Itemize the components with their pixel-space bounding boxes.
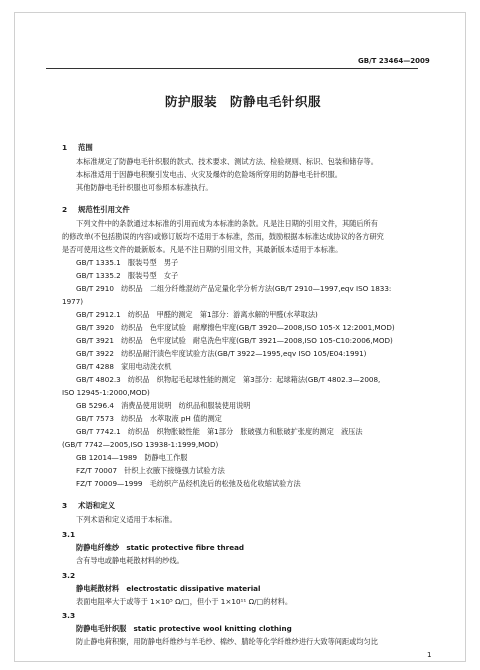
reference-item: GB/T 3922 纺织品耐汗渍色牢度试验方法(GB/T 3922—1995,eqv ISO 105/E04:1991)	[76, 349, 367, 358]
reference-item: GB/T 2912.1 纺织品 甲醛的测定 第1部分：游离水解的甲醛(水萃取法)	[76, 310, 318, 319]
header-rule	[46, 68, 418, 69]
reference-item: GB/T 1335.1 服装号型 男子	[76, 258, 179, 267]
reference-item: GB/T 3921 纺织品 色牢度试验 耐皂洗色牢度(GB/T 3921—2008,ISO 105-C10:2006,MOD)	[76, 336, 393, 345]
section-2-heading: 规范性引用文件	[78, 205, 130, 214]
reference-item: GB/T 3920 纺织品 色牢度试验 耐摩擦色牢度(GB/T 3920—2008,ISO 105-X 12:2001,MOD)	[76, 323, 395, 332]
refs-intro-line: 下列文件中的条款通过本标准的引用而成为本标准的条款。凡是注日期的引用文件，其随后所有	[76, 219, 378, 228]
reference-item-continued: 1977)	[62, 297, 84, 306]
document-title: 防护服装 防静电毛针织服	[165, 94, 322, 109]
term-name: 静电耗散材料 electrostatic dissipative material	[76, 584, 261, 593]
reference-item: GB 12014—1989 防静电工作服	[76, 453, 188, 462]
refs-intro-line: 的修改单(不包括勘误的内容)或修订版均不适用于本标准，然而，鼓励根据本标准达成协议的各方研究	[62, 232, 384, 241]
term-definition: 表面电阻率大于或等于 1×10⁵ Ω/□，但小于 1×10¹¹ Ω/□的材料。	[76, 597, 293, 606]
reference-item: GB 5296.4 消费品使用说明 纺织品和服装使用说明	[76, 401, 251, 410]
refs-intro-line: 是否可使用这些文件的最新版本。凡是不注日期的引用文件，其最新版本适用于本标准。	[62, 245, 343, 254]
section-3-number: 3	[62, 501, 68, 510]
reference-item-continued: ISO 12945-1:2000,MOD)	[62, 388, 150, 397]
scope-line: 本标准规定了防静电毛针织服的款式、技术要求、测试方法、检验规则、标识、包装和储存等。	[76, 157, 378, 166]
reference-item: GB/T 1335.2 服装号型 女子	[76, 271, 179, 280]
page-number: 1	[427, 650, 432, 659]
term-definition: 防止静电荷积聚，用防静电纤维纱与羊毛纱、棉纱、腈纶等化学纤维纱进行大致等间距或均匀比	[76, 637, 378, 646]
reference-item-continued: (GB/T 7742—2005,ISO 13938-1:1999,MOD)	[62, 440, 219, 449]
reference-item: FZ/T 70007 针织上衣腋下接缝强力试验方法	[76, 466, 225, 475]
standard-code: GB/T 23464—2009	[358, 57, 430, 65]
term-name: 防静电纤维纱 static protective fibre thread	[76, 543, 245, 552]
section-2-number: 2	[62, 205, 68, 214]
reference-item: FZ/T 70009—1999 毛纺织产品经机洗后的松弛及毡化收缩试验方法	[76, 479, 301, 488]
reference-item: GB/T 7573 纺织品 水萃取液 pH 值的测定	[76, 414, 222, 423]
reference-item: GB/T 2910 纺织品 二组分纤维混纺产品定量化学分析方法(GB/T 2910—1997,eqv ISO 1833:	[76, 284, 392, 293]
section-1-heading: 范围	[78, 143, 93, 152]
scope-line: 本标准适用于因静电积聚引发电击、火灾及爆炸的危险场所穿用的防静电毛针织服。	[76, 170, 342, 179]
scope-line: 其他防静电毛针织服也可参照本标准执行。	[76, 183, 213, 192]
section-3-heading: 术语和定义	[78, 501, 115, 510]
section-1-number: 1	[62, 143, 68, 152]
term-number: 3.3	[62, 611, 76, 620]
reference-item: GB/T 4288 家用电动洗衣机	[76, 362, 172, 371]
term-number: 3.1	[62, 530, 76, 539]
term-number: 3.2	[62, 571, 76, 580]
reference-item: GB/T 4802.3 纺织品 织物起毛起球性能的测定 第3部分：起球箱法(GB/T 4802.3—2008,	[76, 375, 381, 384]
term-definition: 含有导电或静电耗散材料的纱线。	[76, 556, 184, 565]
reference-item: GB/T 7742.1 纺织品 织物胀破性能 第1部分 胀破强力和胀破扩张度的测定 液压法	[76, 427, 363, 436]
terms-intro: 下列术语和定义适用于本标准。	[76, 515, 177, 524]
term-name: 防静电毛针织服 static protective wool knitting clothing	[76, 624, 292, 633]
